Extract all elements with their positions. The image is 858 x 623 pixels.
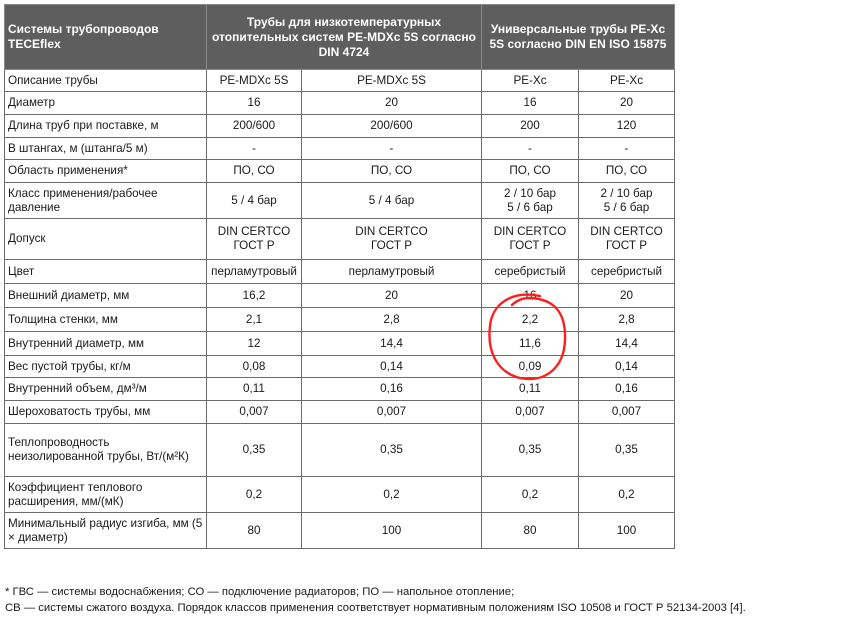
- table-row: [5, 183, 675, 219]
- pipe-spec-table: [4, 4, 675, 549]
- cell-value: -: [207, 138, 302, 160]
- cell-value: 80: [207, 513, 302, 549]
- row-label: Описание трубы: [5, 70, 207, 92]
- cell-value: 200/600: [302, 115, 482, 138]
- cell-value: DIN CERTCO ГОСТ Р: [302, 219, 482, 260]
- cell-value: серебристый: [579, 260, 675, 284]
- row-label: Внутренний диаметр, мм: [5, 332, 207, 356]
- cell-value: 0,11: [207, 378, 302, 401]
- cell-value: 0,007: [579, 401, 675, 424]
- cell-value: 0,2: [579, 477, 675, 513]
- table-row: [5, 160, 675, 183]
- row-label: Цвет: [5, 260, 207, 284]
- footnote-line-1: * ГВС — системы водоснабжения; СО — подключение радиаторов; ПО — напольное отопление;: [5, 586, 515, 598]
- cell-value: 80: [482, 513, 579, 549]
- cell-value: PE-Xc: [579, 70, 675, 92]
- cell-value: 16: [482, 92, 579, 115]
- cell-value: 0,14: [302, 356, 482, 378]
- cell-value: DIN CERTCO ГОСТ Р: [482, 219, 579, 260]
- cell-value: 0,007: [207, 401, 302, 424]
- row-label: В штангах, м (штанга/5 м): [5, 138, 207, 160]
- cell-value: 0,2: [302, 477, 482, 513]
- cell-value: 16,2: [207, 284, 302, 308]
- cell-value: 0,11: [482, 378, 579, 401]
- cell-value: -: [482, 138, 579, 160]
- cell-value: ПО, СО: [302, 160, 482, 183]
- table-row: [5, 513, 675, 549]
- cell-value: 0,14: [579, 356, 675, 378]
- table-row: [5, 284, 675, 308]
- header-group-pe-xc: Универсальные трубы PE-Xc 5S согласно DIN EN ISO 15875: [482, 5, 675, 70]
- table-row: [5, 70, 675, 92]
- cell-value: 11,6: [482, 332, 579, 356]
- cell-value: 2,1: [207, 308, 302, 332]
- table-header-row: [5, 5, 675, 70]
- footnote-line-2: СВ — системы сжатого воздуха. Порядок классов применения соответствует нормативным положениям ISO 10508 и ГОСТ Р 52134-2003 [4].: [5, 602, 746, 614]
- cell-value: серебристый: [482, 260, 579, 284]
- table-row: [5, 378, 675, 401]
- cell-value: 14,4: [302, 332, 482, 356]
- cell-value: PE-MDXc 5S: [302, 70, 482, 92]
- row-label: Минимальный радиус изгиба, мм (5 × диаметр): [5, 513, 207, 549]
- cell-value: 0,007: [482, 401, 579, 424]
- cell-value: 0,16: [302, 378, 482, 401]
- cell-value: 5 / 4 бар: [207, 183, 302, 219]
- cell-value: 100: [302, 513, 482, 549]
- cell-value: ПО, СО: [207, 160, 302, 183]
- row-label: Класс применения/рабочее давление: [5, 183, 207, 219]
- row-label: Теплопроводность неизолированной трубы, Вт/(м²К): [5, 424, 207, 477]
- cell-value: 200/600: [207, 115, 302, 138]
- header-group-pe-mdxc: Трубы для низкотемпературных отопительных систем PE-MDXc 5S согласно DIN 4724: [207, 5, 482, 70]
- table-row: [5, 308, 675, 332]
- cell-value: -: [302, 138, 482, 160]
- cell-value: DIN CERTCO ГОСТ Р: [579, 219, 675, 260]
- cell-value: 20: [579, 284, 675, 308]
- cell-value: 0,2: [482, 477, 579, 513]
- table-row: [5, 219, 675, 260]
- row-label: Внешний диаметр, мм: [5, 284, 207, 308]
- row-label: Допуск: [5, 219, 207, 260]
- cell-value: 200: [482, 115, 579, 138]
- cell-value: 0,007: [302, 401, 482, 424]
- table-row: [5, 401, 675, 424]
- cell-value: 2 / 10 бар 5 / 6 бар: [482, 183, 579, 219]
- cell-value: 12: [207, 332, 302, 356]
- cell-value: 2,8: [302, 308, 482, 332]
- cell-value: 16: [482, 284, 579, 308]
- row-label: Вес пустой трубы, кг/м: [5, 356, 207, 378]
- cell-value: PE-MDXc 5S: [207, 70, 302, 92]
- cell-value: DIN CERTCO ГОСТ Р: [207, 219, 302, 260]
- table-row: [5, 260, 675, 284]
- row-label: Длина труб при поставке, м: [5, 115, 207, 138]
- cell-value: 120: [579, 115, 675, 138]
- cell-value: 2,8: [579, 308, 675, 332]
- cell-value: 0,08: [207, 356, 302, 378]
- row-label: Диаметр: [5, 92, 207, 115]
- cell-value: 0,35: [207, 424, 302, 477]
- cell-value: PE-Xc: [482, 70, 579, 92]
- cell-value: 0,2: [207, 477, 302, 513]
- table-row: [5, 92, 675, 115]
- cell-value: 0,35: [302, 424, 482, 477]
- table-row: [5, 477, 675, 513]
- cell-value: ПО, СО: [579, 160, 675, 183]
- cell-value: 20: [302, 92, 482, 115]
- cell-value: 100: [579, 513, 675, 549]
- cell-value: 20: [302, 284, 482, 308]
- cell-value: 0,35: [579, 424, 675, 477]
- header-corner: Системы трубопроводов TECEflex: [5, 5, 207, 70]
- cell-value: 0,09: [482, 356, 579, 378]
- cell-value: перламутровый: [207, 260, 302, 284]
- cell-value: 0,35: [482, 424, 579, 477]
- table-row: [5, 332, 675, 356]
- table-row: [5, 356, 675, 378]
- cell-value: 16: [207, 92, 302, 115]
- cell-value: 14,4: [579, 332, 675, 356]
- row-label: Внутренний объем, дм³/м: [5, 378, 207, 401]
- table-row: [5, 424, 675, 477]
- cell-value: 2 / 10 бар 5 / 6 бар: [579, 183, 675, 219]
- cell-value: 0,16: [579, 378, 675, 401]
- table-row: [5, 115, 675, 138]
- cell-value: 20: [579, 92, 675, 115]
- row-label: Толщина стенки, мм: [5, 308, 207, 332]
- row-label: Шероховатость трубы, мм: [5, 401, 207, 424]
- row-label: Коэффициент теплового расширения, мм/(мК): [5, 477, 207, 513]
- cell-value: -: [579, 138, 675, 160]
- table-row: [5, 138, 675, 160]
- cell-value: 2,2: [482, 308, 579, 332]
- cell-value: ПО, СО: [482, 160, 579, 183]
- row-label: Область применения*: [5, 160, 207, 183]
- cell-value: перламутровый: [302, 260, 482, 284]
- cell-value: 5 / 4 бар: [302, 183, 482, 219]
